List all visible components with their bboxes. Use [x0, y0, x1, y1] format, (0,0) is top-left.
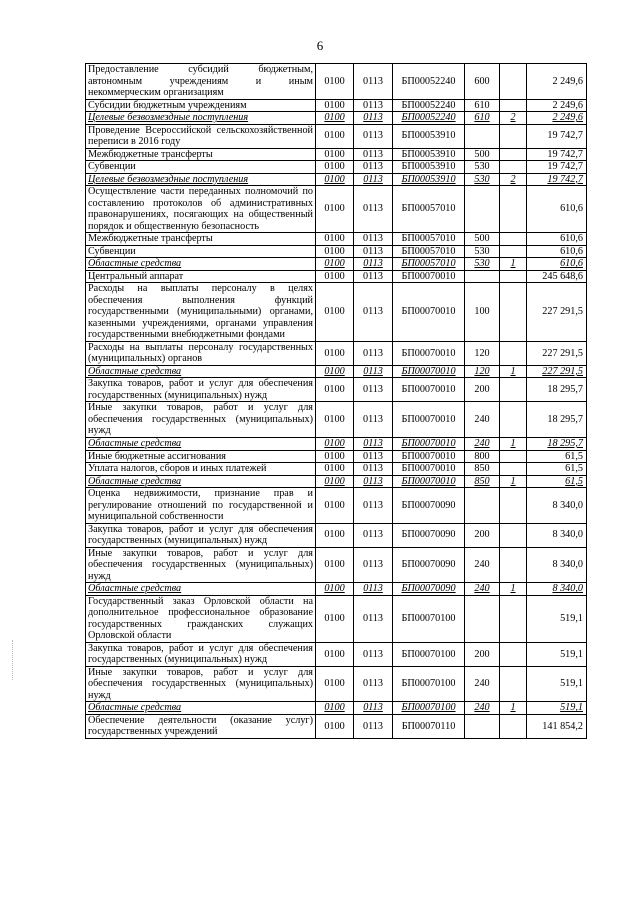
section-code: 0100	[316, 112, 354, 125]
table-row	[86, 475, 587, 488]
funding-source-code: 2	[500, 112, 527, 125]
row-name: Областные средства	[86, 258, 316, 271]
amount: 18 295,7	[527, 437, 587, 450]
expense-type-code: 240	[465, 547, 500, 583]
subsection-code: 0113	[354, 595, 393, 642]
section-code: 0100	[316, 161, 354, 174]
amount: 8 340,0	[527, 488, 587, 524]
section-code: 0100	[316, 245, 354, 258]
subsection-code: 0113	[354, 463, 393, 476]
subsection-code: 0113	[354, 642, 393, 666]
target-article-code: БП00070010	[393, 283, 465, 342]
section-code: 0100	[316, 365, 354, 378]
amount: 8 340,0	[527, 523, 587, 547]
target-article-code: БП00070100	[393, 702, 465, 715]
table-row	[86, 148, 587, 161]
amount: 610,6	[527, 258, 587, 271]
amount: 18 295,7	[527, 378, 587, 402]
table-row	[86, 642, 587, 666]
table-row	[86, 714, 587, 738]
subsection-code: 0113	[354, 173, 393, 186]
table-row	[86, 547, 587, 583]
section-code: 0100	[316, 488, 354, 524]
amount: 8 340,0	[527, 583, 587, 596]
table-row	[86, 161, 587, 174]
expense-type-code	[465, 595, 500, 642]
section-code: 0100	[316, 583, 354, 596]
target-article-code: БП00053910	[393, 124, 465, 148]
target-article-code: БП00070110	[393, 714, 465, 738]
amount: 2 249,6	[527, 64, 587, 100]
funding-source-code	[500, 402, 527, 438]
funding-source-code: 1	[500, 437, 527, 450]
amount: 19 742,7	[527, 148, 587, 161]
expense-type-code: 120	[465, 341, 500, 365]
expense-type-code: 530	[465, 173, 500, 186]
row-name: Центральный аппарат	[86, 270, 316, 283]
target-article-code: БП00057010	[393, 233, 465, 246]
amount: 61,5	[527, 475, 587, 488]
section-code: 0100	[316, 270, 354, 283]
target-article-code: БП00070010	[393, 365, 465, 378]
expense-type-code: 850	[465, 475, 500, 488]
subsection-code: 0113	[354, 714, 393, 738]
amount: 2 249,6	[527, 112, 587, 125]
row-name: Расходы на выплаты персоналу государственных (муниципальных) органов	[86, 341, 316, 365]
funding-source-code: 1	[500, 475, 527, 488]
target-article-code: БП00070010	[393, 341, 465, 365]
subsection-code: 0113	[354, 702, 393, 715]
target-article-code: БП00052240	[393, 64, 465, 100]
funding-source-code	[500, 233, 527, 246]
amount: 227 291,5	[527, 365, 587, 378]
target-article-code: БП00070090	[393, 523, 465, 547]
amount: 519,1	[527, 642, 587, 666]
section-code: 0100	[316, 475, 354, 488]
table-row	[86, 365, 587, 378]
subsection-code: 0113	[354, 437, 393, 450]
funding-source-code	[500, 245, 527, 258]
table-row	[86, 666, 587, 702]
subsection-code: 0113	[354, 186, 393, 233]
funding-source-code: 1	[500, 583, 527, 596]
amount: 245 648,6	[527, 270, 587, 283]
table-row	[86, 245, 587, 258]
amount: 519,1	[527, 666, 587, 702]
funding-source-code	[500, 64, 527, 100]
section-code: 0100	[316, 233, 354, 246]
funding-source-code	[500, 161, 527, 174]
expense-type-code: 500	[465, 233, 500, 246]
expense-type-code: 530	[465, 161, 500, 174]
expense-type-code	[465, 124, 500, 148]
section-code: 0100	[316, 124, 354, 148]
section-code: 0100	[316, 642, 354, 666]
table-row	[86, 523, 587, 547]
row-name: Областные средства	[86, 437, 316, 450]
funding-source-code	[500, 99, 527, 112]
target-article-code: БП00070010	[393, 378, 465, 402]
row-name: Субсидии бюджетным учреждениям	[86, 99, 316, 112]
row-name: Уплата налогов, сборов и иных платежей	[86, 463, 316, 476]
table-row	[86, 173, 587, 186]
funding-source-code: 1	[500, 702, 527, 715]
funding-source-code	[500, 523, 527, 547]
expense-type-code	[465, 270, 500, 283]
subsection-code: 0113	[354, 99, 393, 112]
row-name: Иные закупки товаров, работ и услуг для обеспечения государственных (муниципальных) нужд	[86, 666, 316, 702]
row-name: Субвенции	[86, 161, 316, 174]
table-row	[86, 595, 587, 642]
section-code: 0100	[316, 283, 354, 342]
section-code: 0100	[316, 341, 354, 365]
target-article-code: БП00052240	[393, 112, 465, 125]
expense-type-code	[465, 186, 500, 233]
subsection-code: 0113	[354, 365, 393, 378]
expense-type-code: 120	[465, 365, 500, 378]
funding-source-code	[500, 642, 527, 666]
section-code: 0100	[316, 463, 354, 476]
funding-source-code	[500, 378, 527, 402]
section-code: 0100	[316, 666, 354, 702]
table-row	[86, 583, 587, 596]
funding-source-code: 2	[500, 173, 527, 186]
section-code: 0100	[316, 450, 354, 463]
row-name: Субвенции	[86, 245, 316, 258]
expense-type-code: 100	[465, 283, 500, 342]
budget-table	[85, 63, 587, 739]
amount: 610,6	[527, 186, 587, 233]
table-row	[86, 702, 587, 715]
subsection-code: 0113	[354, 666, 393, 702]
target-article-code: БП00070100	[393, 642, 465, 666]
row-name: Закупка товаров, работ и услуг для обеспечения государственных (муниципальных) нужд	[86, 523, 316, 547]
target-article-code: БП00070010	[393, 437, 465, 450]
subsection-code: 0113	[354, 270, 393, 283]
target-article-code: БП00070100	[393, 595, 465, 642]
row-name: Иные закупки товаров, работ и услуг для обеспечения государственных (муниципальных) нужд	[86, 402, 316, 438]
section-code: 0100	[316, 714, 354, 738]
subsection-code: 0113	[354, 450, 393, 463]
amount: 227 291,5	[527, 341, 587, 365]
table-body	[86, 64, 587, 739]
amount: 227 291,5	[527, 283, 587, 342]
target-article-code: БП00070010	[393, 270, 465, 283]
section-code: 0100	[316, 702, 354, 715]
section-code: 0100	[316, 547, 354, 583]
amount: 610,6	[527, 245, 587, 258]
subsection-code: 0113	[354, 112, 393, 125]
amount: 8 340,0	[527, 547, 587, 583]
expense-type-code: 530	[465, 258, 500, 271]
row-name: Целевые безвозмездные поступления	[86, 112, 316, 125]
expense-type-code: 200	[465, 642, 500, 666]
expense-type-code	[465, 714, 500, 738]
expense-type-code: 850	[465, 463, 500, 476]
subsection-code: 0113	[354, 124, 393, 148]
row-name: Предоставление субсидий бюджетным, автономным учреждениям и иным некоммерческим организациям	[86, 64, 316, 100]
row-name: Целевые безвозмездные поступления	[86, 173, 316, 186]
table-row	[86, 99, 587, 112]
table-row	[86, 488, 587, 524]
page-number: 6	[316, 38, 324, 53]
funding-source-code: 1	[500, 365, 527, 378]
margin-mark	[12, 640, 15, 680]
funding-source-code	[500, 488, 527, 524]
subsection-code: 0113	[354, 64, 393, 100]
expense-type-code: 200	[465, 378, 500, 402]
table-row	[86, 124, 587, 148]
funding-source-code	[500, 341, 527, 365]
funding-source-code	[500, 666, 527, 702]
expense-type-code: 240	[465, 402, 500, 438]
row-name: Областные средства	[86, 365, 316, 378]
subsection-code: 0113	[354, 402, 393, 438]
amount: 141 854,2	[527, 714, 587, 738]
target-article-code: БП00070090	[393, 583, 465, 596]
row-name: Обеспечение деятельности (оказание услуг) государственных учреждений	[86, 714, 316, 738]
target-article-code: БП00057010	[393, 245, 465, 258]
table-row	[86, 270, 587, 283]
expense-type-code: 240	[465, 666, 500, 702]
funding-source-code	[500, 463, 527, 476]
target-article-code: БП00053910	[393, 161, 465, 174]
subsection-code: 0113	[354, 583, 393, 596]
section-code: 0100	[316, 595, 354, 642]
table-row	[86, 233, 587, 246]
row-name: Областные средства	[86, 475, 316, 488]
subsection-code: 0113	[354, 283, 393, 342]
row-name: Расходы на выплаты персоналу в целях обеспечения выполнения функций государственными (муниципальными) органами, казенными учреждениями, органами управления государственными внебюджетными фондами	[86, 283, 316, 342]
subsection-code: 0113	[354, 258, 393, 271]
table-row	[86, 258, 587, 271]
expense-type-code: 800	[465, 450, 500, 463]
expense-type-code: 530	[465, 245, 500, 258]
funding-source-code	[500, 595, 527, 642]
amount: 610,6	[527, 233, 587, 246]
expense-type-code	[465, 488, 500, 524]
funding-source-code	[500, 124, 527, 148]
row-name: Областные средства	[86, 702, 316, 715]
funding-source-code: 1	[500, 258, 527, 271]
row-name: Межбюджетные трансферты	[86, 148, 316, 161]
subsection-code: 0113	[354, 341, 393, 365]
amount: 19 742,7	[527, 161, 587, 174]
table-row	[86, 437, 587, 450]
table-row	[86, 64, 587, 100]
table-row	[86, 341, 587, 365]
subsection-code: 0113	[354, 233, 393, 246]
expense-type-code: 600	[465, 64, 500, 100]
row-name: Оценка недвижимости, признание прав и регулирование отношений по государственной и муниципальной собственности	[86, 488, 316, 524]
target-article-code: БП00052240	[393, 99, 465, 112]
expense-type-code: 610	[465, 112, 500, 125]
amount: 18 295,7	[527, 402, 587, 438]
table-row	[86, 463, 587, 476]
table-row	[86, 402, 587, 438]
table-row	[86, 186, 587, 233]
amount: 2 249,6	[527, 99, 587, 112]
amount: 61,5	[527, 450, 587, 463]
subsection-code: 0113	[354, 523, 393, 547]
expense-type-code: 610	[465, 99, 500, 112]
target-article-code: БП00070010	[393, 450, 465, 463]
target-article-code: БП00053910	[393, 173, 465, 186]
target-article-code: БП00070010	[393, 402, 465, 438]
target-article-code: БП00070090	[393, 547, 465, 583]
section-code: 0100	[316, 186, 354, 233]
subsection-code: 0113	[354, 161, 393, 174]
table-row	[86, 378, 587, 402]
section-code: 0100	[316, 148, 354, 161]
amount: 19 742,7	[527, 124, 587, 148]
funding-source-code	[500, 450, 527, 463]
expense-type-code: 240	[465, 437, 500, 450]
row-name: Иные закупки товаров, работ и услуг для обеспечения государственных (муниципальных) нужд	[86, 547, 316, 583]
table-row	[86, 450, 587, 463]
subsection-code: 0113	[354, 378, 393, 402]
funding-source-code	[500, 186, 527, 233]
row-name: Закупка товаров, работ и услуг для обеспечения государственных (муниципальных) нужд	[86, 642, 316, 666]
section-code: 0100	[316, 437, 354, 450]
section-code: 0100	[316, 402, 354, 438]
expense-type-code: 240	[465, 702, 500, 715]
amount: 519,1	[527, 702, 587, 715]
target-article-code: БП00070100	[393, 666, 465, 702]
funding-source-code	[500, 148, 527, 161]
row-name: Проведение Всероссийской сельскохозяйственной переписи в 2016 году	[86, 124, 316, 148]
section-code: 0100	[316, 378, 354, 402]
section-code: 0100	[316, 173, 354, 186]
target-article-code: БП00057010	[393, 186, 465, 233]
expense-type-code: 500	[465, 148, 500, 161]
target-article-code: БП00053910	[393, 148, 465, 161]
section-code: 0100	[316, 99, 354, 112]
funding-source-code	[500, 547, 527, 583]
target-article-code: БП00070010	[393, 475, 465, 488]
row-name: Закупка товаров, работ и услуг для обеспечения государственных (муниципальных) нужд	[86, 378, 316, 402]
table-row	[86, 112, 587, 125]
section-code: 0100	[316, 523, 354, 547]
row-name: Межбюджетные трансферты	[86, 233, 316, 246]
expense-type-code: 240	[465, 583, 500, 596]
section-code: 0100	[316, 64, 354, 100]
row-name: Осуществление части переданных полномочий по составлению протоколов об административных правонарушениях, посягающих на общественный порядок и общественную безопасность	[86, 186, 316, 233]
row-name: Областные средства	[86, 583, 316, 596]
row-name: Иные бюджетные ассигнования	[86, 450, 316, 463]
expense-type-code: 200	[465, 523, 500, 547]
table-row	[86, 283, 587, 342]
subsection-code: 0113	[354, 488, 393, 524]
row-name: Государственный заказ Орловской области на дополнительное профессиональное образование государственных гражданских служащих Орловской области	[86, 595, 316, 642]
funding-source-code	[500, 714, 527, 738]
amount: 61,5	[527, 463, 587, 476]
target-article-code: БП00070090	[393, 488, 465, 524]
funding-source-code	[500, 270, 527, 283]
section-code: 0100	[316, 258, 354, 271]
funding-source-code	[500, 283, 527, 342]
subsection-code: 0113	[354, 148, 393, 161]
subsection-code: 0113	[354, 245, 393, 258]
amount: 519,1	[527, 595, 587, 642]
subsection-code: 0113	[354, 547, 393, 583]
subsection-code: 0113	[354, 475, 393, 488]
target-article-code: БП00057010	[393, 258, 465, 271]
target-article-code: БП00070010	[393, 463, 465, 476]
amount: 19 742,7	[527, 173, 587, 186]
